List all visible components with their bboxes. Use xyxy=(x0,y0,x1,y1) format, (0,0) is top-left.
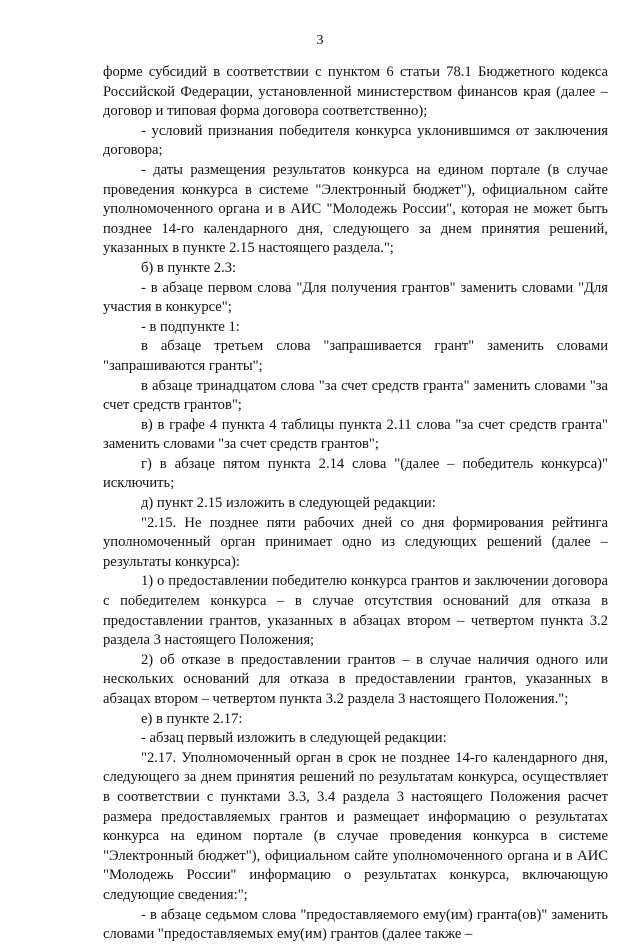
paragraph: в абзаце тринадцатом слова "за счет средств гранта" заменить словами "за счет средств грантов"; xyxy=(103,377,608,414)
document-body xyxy=(103,63,608,945)
paragraph: 1) о предоставлении победителю конкурса грантов и заключении договора с победителем конкурса – в случае отсутствия оснований для отказа в предоставлении грантов, указанных в абзацах втором – четвертом пункта 3.2 раздела 3 настоящего Положения; xyxy=(103,573,608,649)
paragraph: в абзаце третьем слова "запрашивается грант" заменить словами "запрашиваются гранты"; xyxy=(103,338,608,374)
paragraph: - в абзаце первом слова "Для получения грантов" заменить словами "Для участия в конкурсе"; xyxy=(103,279,608,316)
paragraph: - в подпункте 1: xyxy=(141,318,240,335)
paragraph: "2.15. Не позднее пяти рабочих дней со дня формирования рейтинга уполномоченный орган принимает одно из следующих решений (далее – результаты конкурса): xyxy=(103,514,608,570)
paragraph: е) в пункте 2.17: xyxy=(141,710,243,727)
paragraph: 2) об отказе в предоставлении грантов – в случае наличия одного или нескольких оснований для отказа в предоставлении грантов, указанных в абзацах втором – четвертом пункта 3.2 раздела 3 настоящего Положения."; xyxy=(103,651,608,707)
paragraph: - условий признания победителя конкурса уклонившимся от заключения договора; xyxy=(103,122,608,159)
paragraph: в) в графе 4 пункта 4 таблицы пункта 2.11 слова "за счет средств гранта" заменить словами "за счет средств грантов"; xyxy=(103,416,608,453)
paragraph: форме субсидий в соответствии с пунктом 6 статьи 78.1 Бюджетного кодекса Российской Федерации, установленной министерством финансов края (далее – договор и типовая форма договора соответственно); xyxy=(103,64,608,120)
paragraph: "2.17. Уполномоченный орган в срок не позднее 14-го календарного дня, следующего за днем принятия решений по результатам конкурса, осуществляет в соответствии с пунктами 3.3, 3.4 раздела 3 настоящего Положения расчет размера предоставляемых грантов и размещает информацию о результатах конкурса на едином портале (в случае проведения конкурса в системе "Электронный бюджет"), официальном сайте уполномоченного органа и в АИС "Молодежь России" информацию о результатах конкурса, включающую следующие сведения:"; xyxy=(103,749,608,903)
paragraph: - абзац первый изложить в следующей редакции: xyxy=(141,730,447,747)
paragraph: б) в пункте 2.3: xyxy=(141,259,237,276)
paragraph: - даты размещения результатов конкурса на едином портале (в случае проведения конкурса в системе "Электронный бюджет"), официальном сайте уполномоченного органа и в АИС "Молодежь России", которая не может быть позднее 14-го календарного дня, следующего за днем принятия решений, указанных в пункте 2.15 настоящего раздела."; xyxy=(103,161,608,257)
page-number: 3 xyxy=(316,33,324,48)
paragraph: г) в абзаце пятом пункта 2.14 слова "(далее – победитель конкурса)" исключить; xyxy=(103,455,608,492)
paragraph: - в абзаце седьмом слова "предоставляемого ему(им) гранта(ов)" заменить словами "предоставляемых ему(им) грантов (далее также – xyxy=(103,906,608,943)
paragraph: д) пункт 2.15 изложить в следующей редакции: xyxy=(141,495,436,512)
